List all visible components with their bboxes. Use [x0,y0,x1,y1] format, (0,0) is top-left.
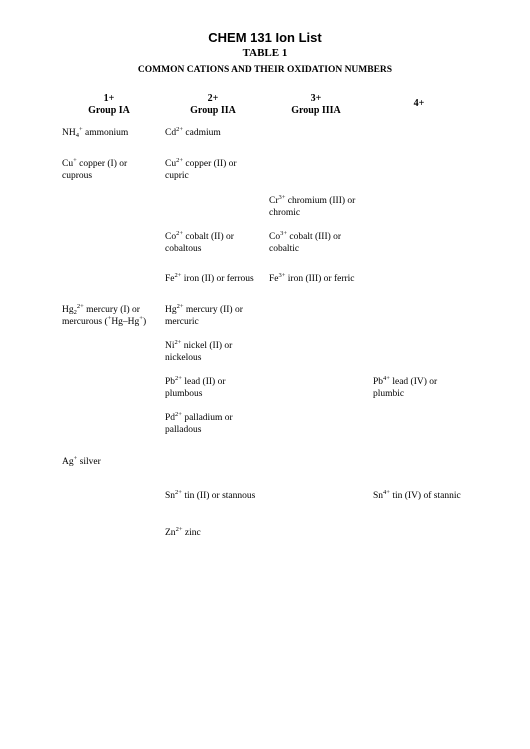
column-group: Group IIA [190,105,236,116]
ion-zinc: $Zn^{2+}$ zinc [165,526,201,538]
column-header-4plus [367,98,471,110]
table-label: TABLE 1 [242,47,288,59]
ion-mercury-2: $Hg^{2+}$ mercury (II) or mercuric [165,303,243,327]
ion-mercury-1: $Hg_2^{2+}$ mercury (I) or mercurous (+Hg–Hg+) [62,303,147,327]
column-header-3plus [264,93,368,117]
ion-silver: Ag+ silver [62,455,101,467]
ion-cobalt-3: $Co^{3+}$ cobalt (III) or cobaltic [269,230,342,254]
column-header-1plus [57,93,161,117]
column-charge: 1+ [103,93,115,104]
ion-lead-2: $Pb^{2+}$ lead (II) or plumbous [165,375,226,399]
ion-iron-2: $Fe^{2+}$ iron (II) or ferrous [165,272,254,284]
ion-cadmium: $Cd^{2+}$ cadmium [165,126,221,138]
ion-ammonium: $NH_4^+$ ammonium [62,126,129,139]
ion-palladium-2: $Pd^{2+}$ palladium or palladous [165,411,233,435]
ion-copper-2: $Cu^{2+}$ copper (II) or cupric [165,157,237,181]
table-subtitle: COMMON CATIONS AND THEIR OXIDATION NUMBERS [137,65,393,75]
column-group: Group IA [88,105,130,116]
column-charge: 3+ [310,93,322,104]
ion-tin-4: $Sn^{4+}$ tin (IV) of stannic [373,489,461,501]
ion-nickel-2: $Ni^{2+}$ nickel (II) or nickelous [165,339,233,363]
ion-copper-1: Cu+ copper (I) or cuprous [62,157,128,181]
ion-chromium-3: $Cr^{3+}$ chromium (III) or chromic [269,194,356,218]
document-title: CHEM 131 Ion List [208,30,322,45]
ion-tin-2: $Sn^{2+}$ tin (II) or stannous [165,489,256,501]
column-header-2plus [161,93,265,117]
column-group: Group IIIA [291,105,341,116]
ion-cobalt-2: $Co^{2+}$ cobalt (II) or cobaltous [165,230,234,254]
ion-iron-3: $Fe^{3+}$ iron (III) or ferric [269,272,355,284]
ion-lead-4: $Pb^{4+}$ lead (IV) or plumbic [373,375,438,399]
column-charge: 4+ [413,98,425,109]
column-charge: 2+ [207,93,219,104]
